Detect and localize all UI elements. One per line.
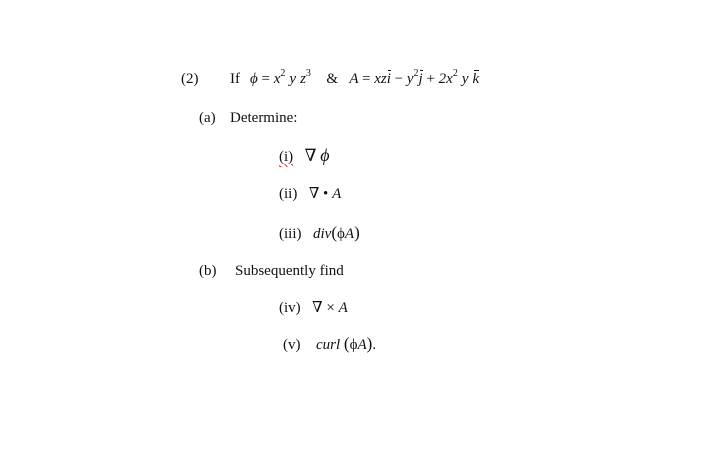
var-A-ii: A bbox=[332, 186, 342, 202]
ampersand: & bbox=[326, 71, 339, 87]
phi-symbol: ϕ bbox=[250, 71, 258, 87]
if-word: If bbox=[230, 71, 240, 87]
item-v bbox=[283, 334, 376, 354]
equals-sign-1: = bbox=[261, 71, 274, 87]
curl-operator: ∇ × bbox=[312, 300, 335, 316]
nabla-icon: ∇ bbox=[304, 146, 317, 165]
divergence-operator: ∇ • bbox=[308, 186, 329, 202]
phi-variable: ϕ bbox=[320, 145, 330, 165]
item-ii bbox=[279, 184, 341, 203]
var-z: z bbox=[300, 71, 306, 87]
var-y: y bbox=[289, 71, 297, 87]
phi-symbol-v: ϕ bbox=[349, 337, 358, 353]
term-2x: 2x bbox=[438, 71, 453, 87]
close-paren-v: ) bbox=[366, 334, 373, 353]
open-paren-v: ( bbox=[343, 334, 350, 353]
equals-sign-2: = bbox=[361, 71, 375, 87]
part-b-label: (b) bbox=[199, 263, 217, 279]
period: . bbox=[372, 337, 377, 353]
var-A-v: A bbox=[357, 337, 367, 353]
item-i bbox=[279, 145, 330, 166]
item-iv-number: (iv) bbox=[279, 300, 301, 316]
unit-vector-j: j bbox=[418, 71, 423, 87]
close-paren: ) bbox=[354, 223, 360, 242]
exponent-2: 2 bbox=[280, 68, 286, 79]
unit-vector-i: i bbox=[386, 71, 391, 87]
part-a-label: (a) bbox=[199, 110, 216, 126]
var-A-iv: A bbox=[338, 300, 348, 316]
term-xz: xz bbox=[374, 71, 387, 87]
term-y-2: y bbox=[461, 71, 469, 87]
curl-function: curl bbox=[316, 337, 341, 353]
phi-symbol-iii: ϕ bbox=[337, 226, 345, 242]
minus-sign: − bbox=[394, 71, 404, 87]
item-ii-number: (ii) bbox=[279, 186, 298, 202]
open-paren: ( bbox=[331, 223, 337, 242]
item-i-number: (i) bbox=[279, 149, 294, 165]
item-v-number: (v) bbox=[283, 337, 301, 353]
question-number: (2) bbox=[181, 71, 199, 87]
exponent-3: 3 bbox=[305, 68, 311, 79]
term-y: y bbox=[406, 71, 414, 87]
var-x: x bbox=[273, 71, 281, 87]
div-function: div bbox=[313, 226, 332, 242]
var-A: A bbox=[349, 71, 359, 87]
item-iii-number: (iii) bbox=[279, 226, 302, 242]
exponent-2c: 2 bbox=[452, 68, 458, 79]
exponent-2b: 2 bbox=[413, 68, 419, 79]
part-b-heading: Subsequently find bbox=[235, 263, 344, 279]
var-A-iii: A bbox=[344, 226, 355, 242]
given-equations bbox=[250, 68, 480, 88]
item-iv bbox=[279, 298, 348, 317]
part-a-heading: Determine: bbox=[230, 110, 298, 126]
plus-sign: + bbox=[426, 71, 435, 87]
item-iii bbox=[279, 223, 360, 243]
unit-vector-k: k bbox=[472, 71, 480, 87]
